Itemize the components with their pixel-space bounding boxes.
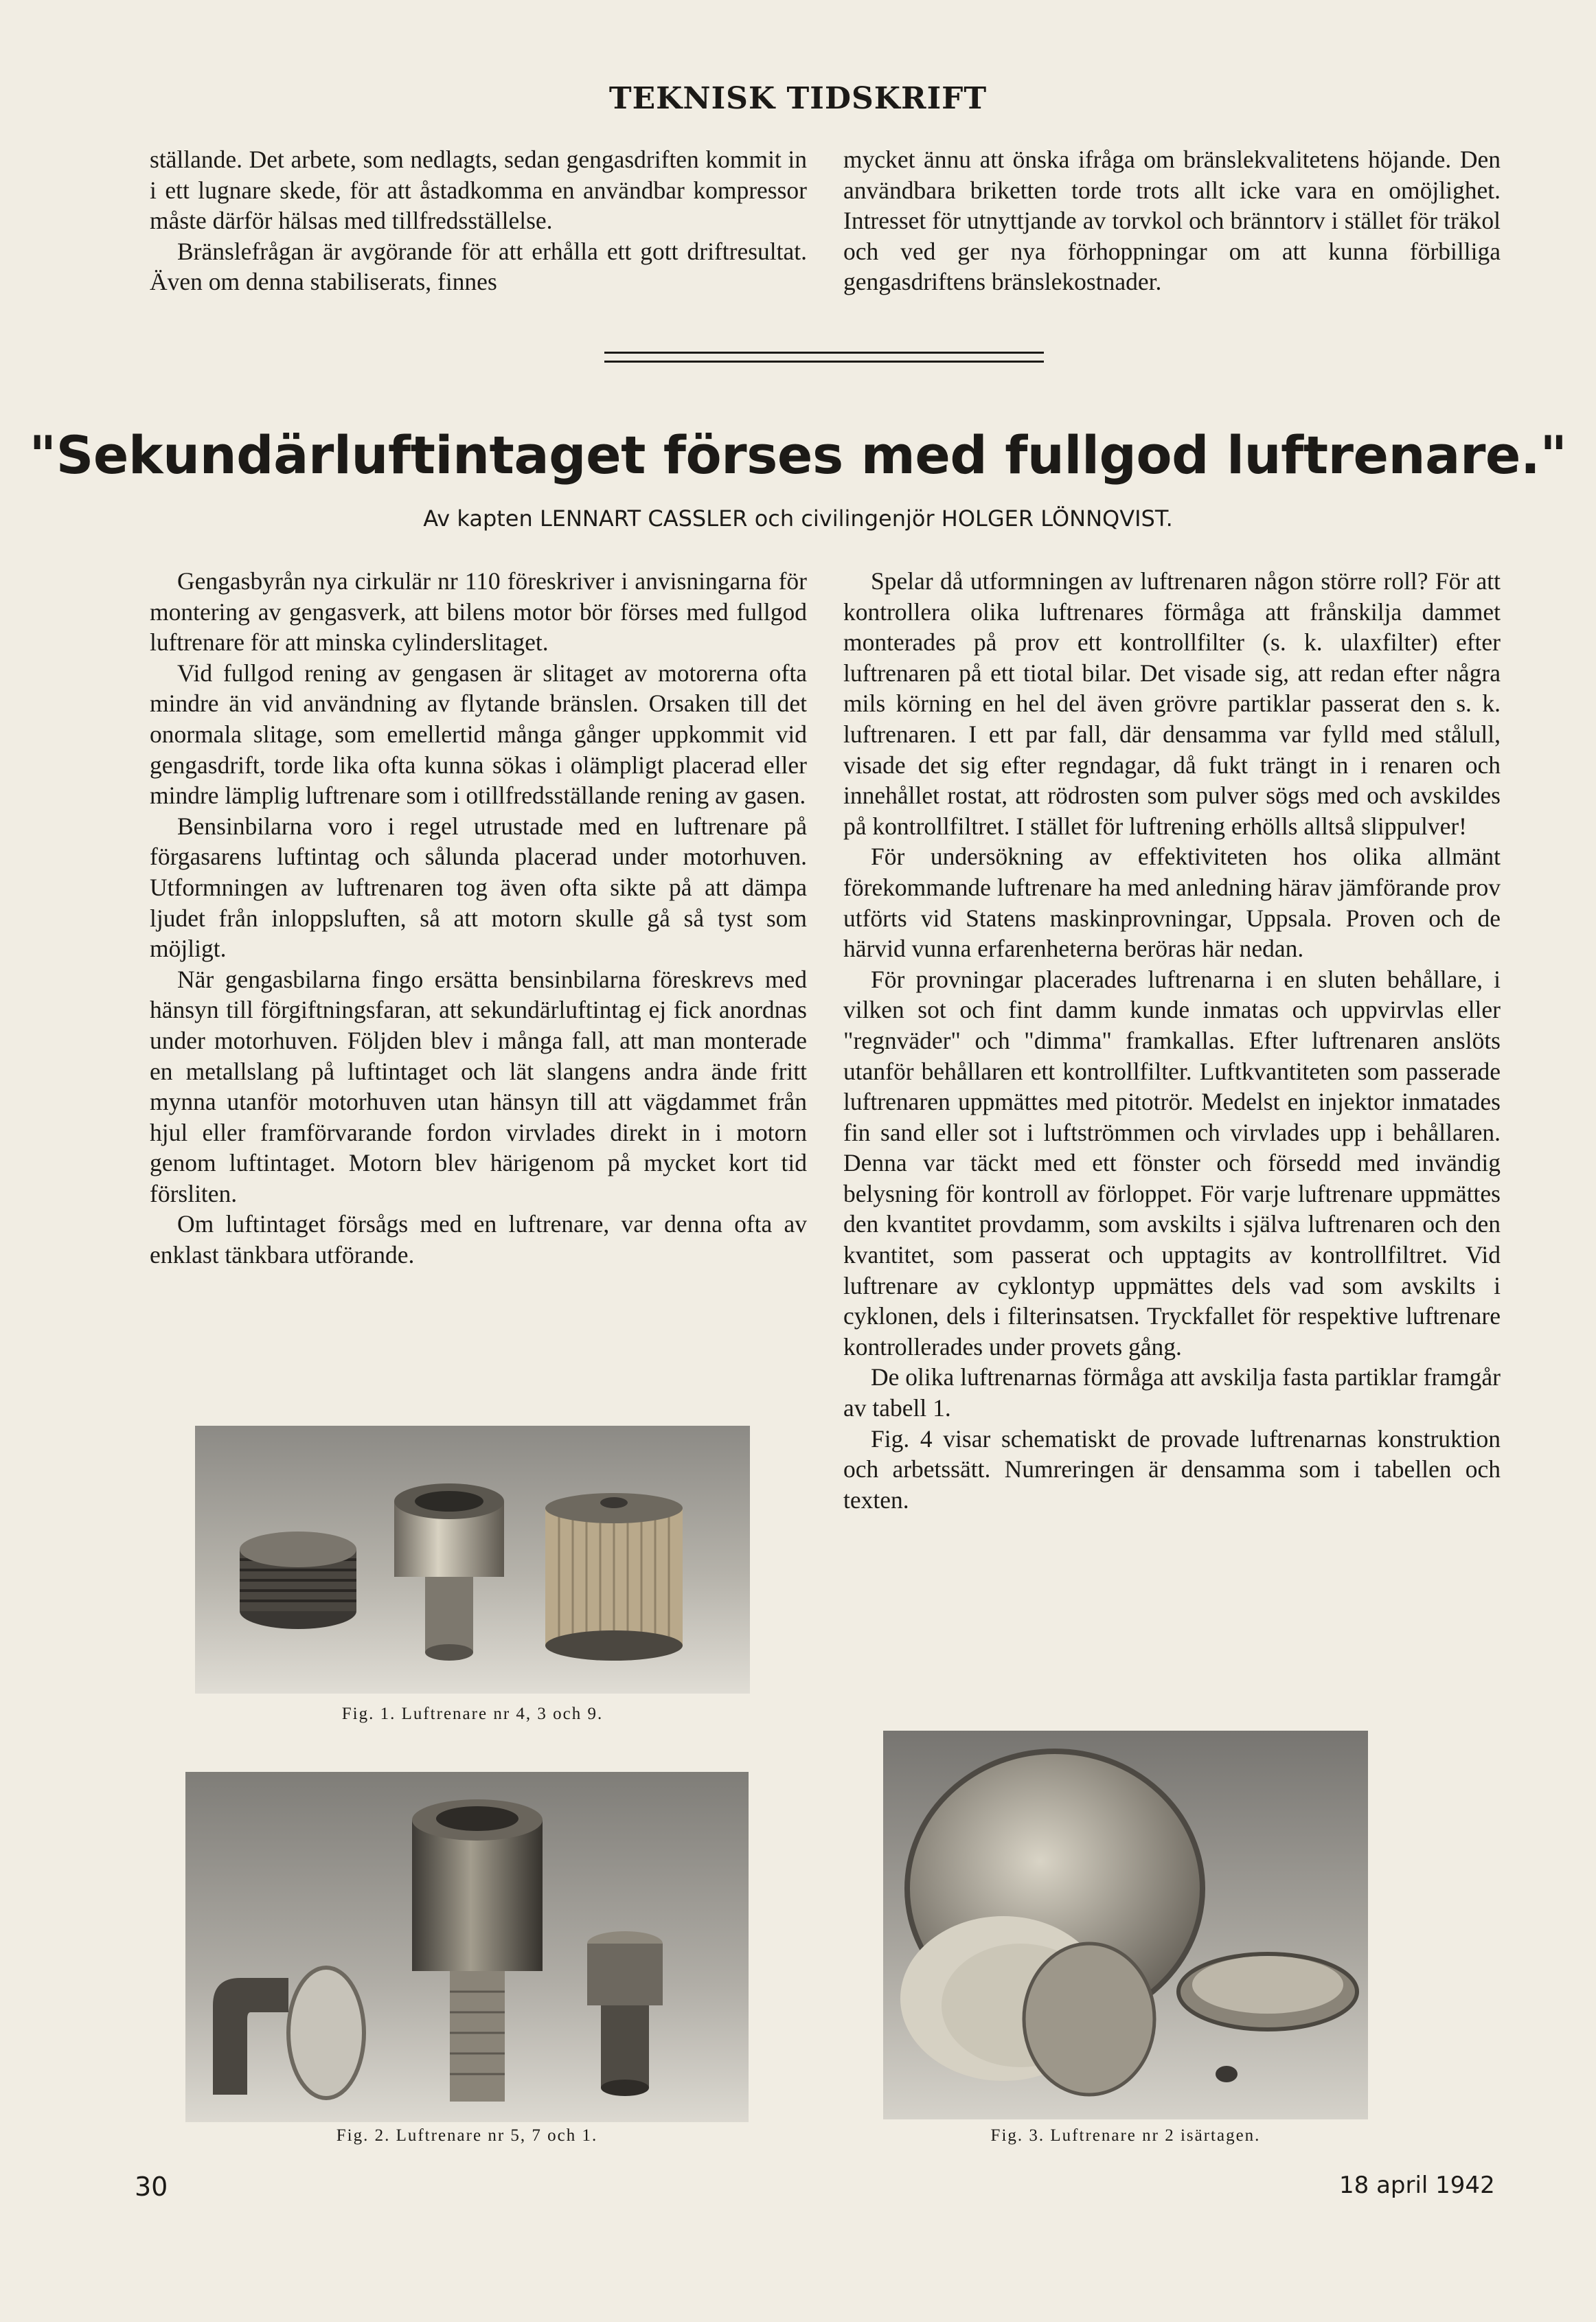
paragraph: De olika luftrenarnas förmåga att avskilja fasta partiklar framgår av tabell 1. bbox=[843, 1363, 1501, 1422]
paragraph: Vid fullgod rening av gengasen är slitaget av motorerna ofta mindre än vid användning av flytande bränslen. Orsaken till det onormala slitage, som emellertid många gånger uppkommit vid gengasdrift, torde lika ofta kunna sökas i olämpligt placerad eller mindre lämplig luftrenare som i otillfredsställande rening av gasen. bbox=[150, 659, 807, 810]
article-headline: "Sekundärluftintaget förses med fullgod luftrenare." bbox=[29, 424, 1567, 486]
figure-2-caption: Fig. 2. Luftrenare nr 5, 7 och 1. bbox=[336, 2126, 598, 2145]
paragraph: Fig. 4 visar schematiskt de provade luftrenarnas konstruktion och arbetssätt. Numreringen är densamma som i tabellen och texten. bbox=[843, 1424, 1501, 1514]
intro-right-column bbox=[843, 144, 1501, 297]
figure-3-photo bbox=[883, 1731, 1368, 2119]
figure-1-caption: Fig. 1. Luftrenare nr 4, 3 och 9. bbox=[341, 1705, 604, 1723]
paragraph: Gengasbyrån nya cirkulär nr 110 föreskriver i anvisningarna för montering av gengasverk, att bilens motor bör förses med fullgod luftrenare för att minska cylinderslitaget. bbox=[150, 567, 807, 657]
page-number: 30 bbox=[135, 2172, 168, 2202]
paragraph: Om luftintaget försågs med en luftrenare, var denna ofta av enklast tänkbara utförande. bbox=[150, 1210, 807, 1269]
masthead: TEKNISK TIDSKRIFT bbox=[608, 81, 988, 116]
article-right-column bbox=[843, 566, 1501, 1515]
section-divider bbox=[604, 352, 1044, 363]
paragraph: Spelar då utformningen av luftrenaren någon större roll? För att kontrollera olika luftrenares förmåga att frånskilja dammet monterades på prov ett kontrollfilter (s. k. ulaxfilter) efter luftrenaren på ett tiotal bilar. Det visade sig, att redan efter några mils körning en hel del även grövre partiklar passerat den s. k. luftrenaren. I ett par fall, där densamma var fylld med stålull, visade det sig efter regndagar, då fukt trängt in i renaren och innehållet rostat, att rödrosten som pulver sögs med och avskildes på kontrollfiltret. I stället för luftrening erhölls alltså slippulver! bbox=[843, 567, 1501, 840]
article-byline: Av kapten LENNART CASSLER och civilingenjör HOLGER LÖNNQVIST. bbox=[423, 505, 1173, 532]
intro-left-column bbox=[150, 144, 807, 297]
paragraph: För provningar placerades luftrenarna i en sluten behållare, i vilken sot och fint damm kunde inmatas och uppvirvlas eller "regnväder" och "dimma" framkallas. Efter luftrenaren anslöts utanför behållaren ett kontrollfilter. Luftkvantiteten som passerade luftrenaren uppmättes med pitotrör. Medelst en injektor inmatades fin sand eller sot i luftströmmen och virvlades upp i behållaren. Denna var täckt med ett fönster och försedd med invändig belysning för kontroll av förloppet. För varje luftrenare uppmättes den kvantitet provdamm, som avskilts i själva luftrenaren och den kvantitet, som passerat och upptagits av kontrollfiltret. Vid luftrenare av cyklontyp uppmättes dels vad som avskilts i cyklonen, dels i filterinsatsen. Tryckfallet för respektive luftrenare kontrollerades under provets gång. bbox=[843, 965, 1501, 1361]
paragraph: mycket ännu att önska ifråga om bränslekvalitetens höjande. Den användbara briketten torde trots allt icke vara en omöjlighet. Intresset för utnyttjande av torvkol och bränntorv i stället för träkol och ved ger nya förhoppningar om att kunna förbilliga gengasdriftens bränslekostnader. bbox=[843, 146, 1501, 296]
article-left-column bbox=[150, 566, 807, 1271]
paragraph: Bensinbilarna voro i regel utrustade med en luftrenare på förgasarens luftintag och sålunda placerad under motorhuven. Utformningen av luftrenaren tog även ofta sikte på att dämpa ljudet från inloppsluften, så att motorn skulle gå så tyst som möjligt. bbox=[150, 812, 807, 963]
paragraph: För undersökning av effektiviteten hos olika allmänt förekommande luftrenare ha med anledning härav jämförande prov utförts vid Statens maskinprovningar, Uppsala. Proven och de härvid vunna erfarenheterna beröras här nedan. bbox=[843, 843, 1501, 963]
figure-1-photo bbox=[195, 1426, 750, 1694]
figure-2-photo bbox=[185, 1772, 749, 2122]
figure-3-caption: Fig. 3. Luftrenare nr 2 isärtagen. bbox=[990, 2126, 1261, 2145]
issue-date: 18 april 1942 bbox=[1339, 2172, 1495, 2199]
paragraph: ställande. Det arbete, som nedlagts, sedan gengasdriften kommit in i ett lugnare skede, för att åstadkomma en användbar kompressor måste därför hälsas med tillfredsställelse. bbox=[150, 146, 807, 235]
paragraph: Bränslefrågan är avgörande för att erhålla ett gott driftresultat. Även om denna stabiliserats, finnes bbox=[150, 237, 807, 296]
paragraph: När gengasbilarna fingo ersätta bensinbilarna föreskrevs med hänsyn till förgiftningsfaran, att sekundärluftintag ej fick anordnas under motorhuven. Följden blev i många fall, att man monterade en metallslang på luftintaget och lät slangens andra ände fritt mynna utanför motorhuven utan hänsyn till att vägdammet från hjul eller framförvarande fordon virvlades direkt in i motorn genom luftintaget. Motorn blev härigenom på mycket kort tid försliten. bbox=[150, 965, 807, 1207]
